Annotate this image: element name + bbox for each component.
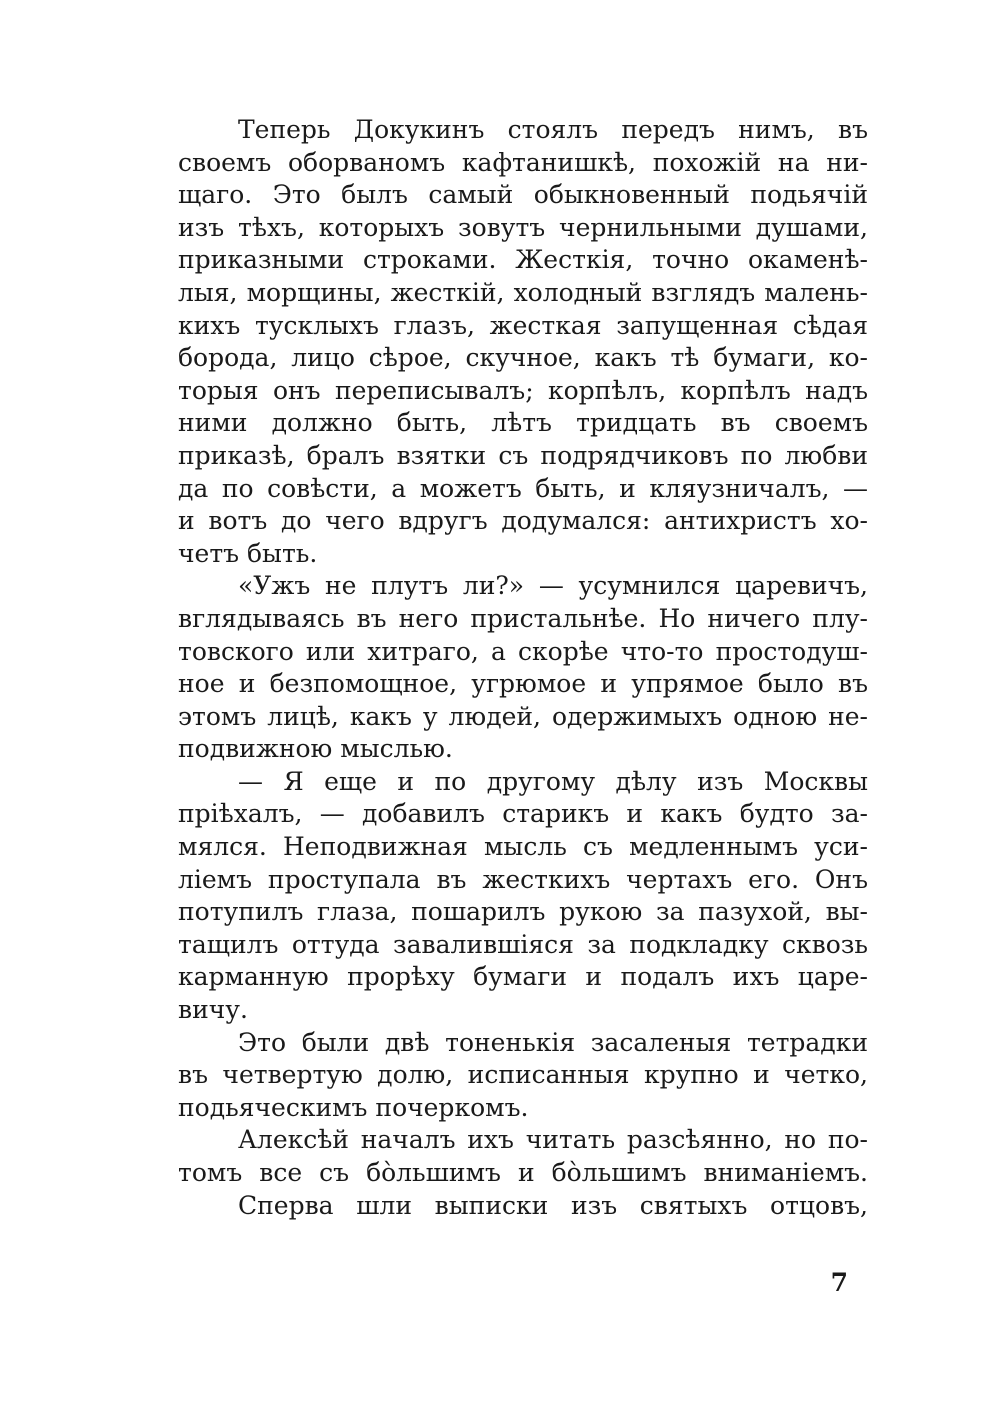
- text-line: щаго. Это былъ самый обыкновенный подьячій: [178, 180, 868, 210]
- text-line: и вотъ до чего вдругъ додумался: антихристъ хо-: [178, 506, 868, 536]
- text-line: вглядываясь въ него пристальнѣе. Но ничего плу-: [178, 603, 868, 633]
- text-line: лыя, морщины, жесткій, холодный взглядъ малень-: [178, 277, 868, 307]
- text-line: вичу.: [178, 995, 248, 1025]
- text-line: ліемъ проступала въ жесткихъ чертахъ его. Онъ: [178, 864, 868, 894]
- text-line: Алексѣй началъ ихъ читать разсѣянно, но по-: [238, 1125, 868, 1155]
- text-line: борода, лицо сѣрое, скучное, какъ тѣ бумаги, ко-: [178, 343, 868, 373]
- text-line: томъ все съ бо̀льшимъ и бо̀льшимъ вниманіемъ.: [178, 1158, 868, 1187]
- text-line: приказѣ, бралъ взятки съ подрядчиковъ по любви: [178, 440, 868, 470]
- text-line: Это были двѣ тоненькія засаленыя тетрадки: [238, 1027, 868, 1057]
- text-line: подвижною мыслью.: [178, 734, 453, 764]
- text-line: пріѣхалъ, — добавилъ старикъ и какъ будто за-: [178, 799, 868, 829]
- text-line: товского или хитраго, а скорѣе что-то простодуш-: [178, 636, 868, 666]
- text-line: тащилъ оттуда завалившіяся за подкладку сквозь: [178, 929, 868, 959]
- text-line: Теперь Докукинъ стоялъ передъ нимъ, въ: [238, 115, 868, 144]
- text-line: карманную прорѣху бумаги и подалъ ихъ царе-: [178, 962, 868, 992]
- text-line: — Я еще и по другому дѣлу изъ Москвы: [238, 766, 868, 796]
- text-line: ними должно быть, лѣтъ тридцать въ своемъ: [178, 408, 868, 438]
- text-line: потупилъ глаза, пошарилъ рукою за пазухой, вы-: [178, 897, 868, 927]
- text-line: кихъ тусклыхъ глазъ, жесткая запущенная сѣдая: [178, 310, 868, 340]
- text-line: приказными строками. Жесткія, точно окаменѣ-: [178, 245, 868, 275]
- text-line: подьяческимъ почеркомъ.: [178, 1092, 529, 1122]
- text-line: Сперва шли выписки изъ святыхъ отцовъ,: [238, 1190, 868, 1220]
- text-line: этомъ лицѣ, какъ у людей, одержимыхъ одною не-: [178, 701, 868, 731]
- text-line: «Ужъ не плутъ ли?» — усумнился царевичъ,: [238, 571, 868, 601]
- text-line: четъ быть.: [178, 538, 318, 568]
- text-line: въ четвертую долю, исписанныя крупно и четко,: [178, 1060, 868, 1090]
- text-line: торыя онъ переписывалъ; корпѣлъ, корпѣлъ надъ: [178, 375, 868, 405]
- body-text: [178, 114, 868, 1222]
- text-line: мялся. Неподвижная мысль съ медленнымъ уси-: [178, 832, 868, 862]
- text-line: своемъ оборваномъ кафтанишкѣ, похожій на ни-: [178, 147, 868, 177]
- text-line: да по совѣсти, а можетъ быть, и кляузничалъ, —: [178, 473, 868, 503]
- text-line: ное и безпомощное, угрюмое и упрямое было въ: [178, 669, 868, 699]
- page-number: 7: [830, 1268, 848, 1297]
- text-line: изъ тѣхъ, которыхъ зовутъ чернильными душами,: [178, 212, 868, 242]
